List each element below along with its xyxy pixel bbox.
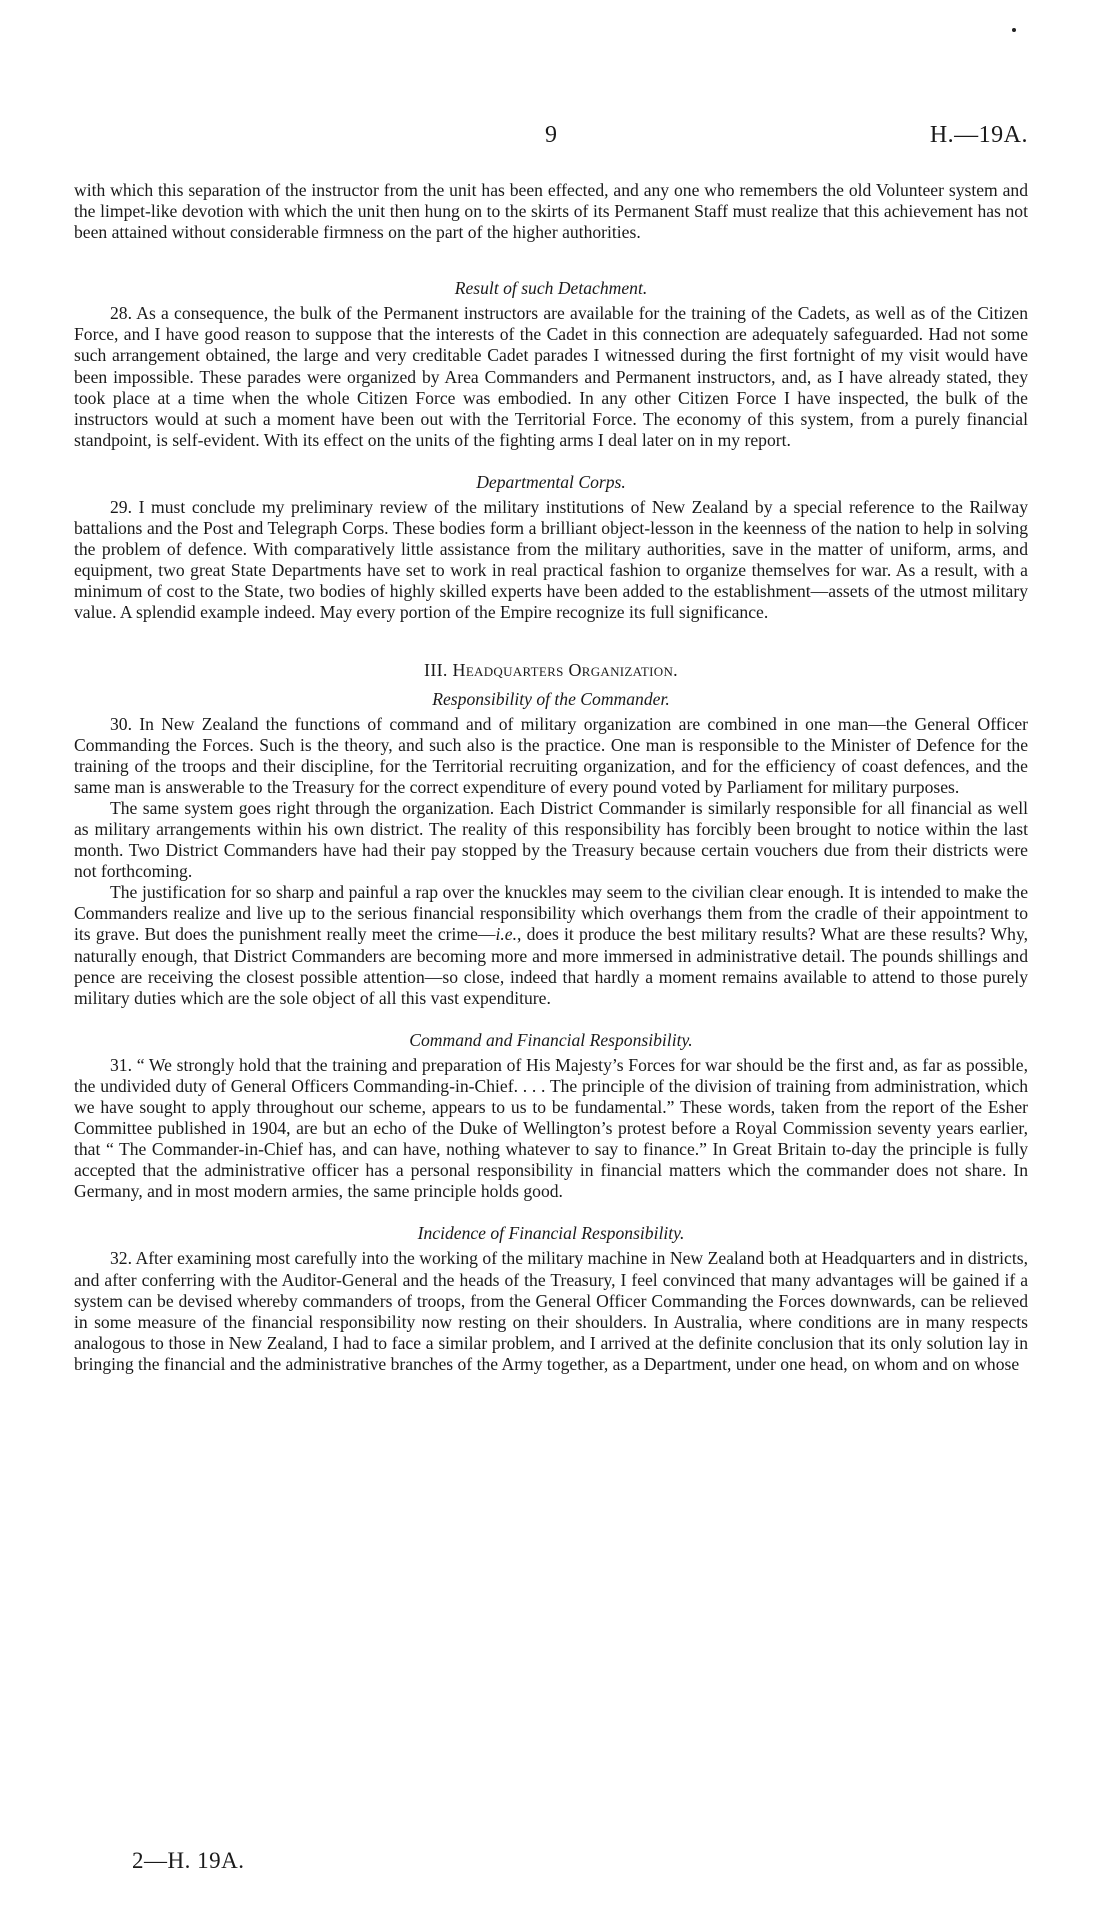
paragraph-31: 31. “ We strongly hold that the training and preparation of His Majesty’s Forces for war should be the first and, as far as possible, the undivided duty of General Officers Commanding-in-Chief. . . . The principle of the division of training from administration, which we have sought to apply throughout our scheme, appears to us to be fundamental.” These words, taken from the report of the Esher Committee published in 1904, are but an echo of the Duke of Wellington’s protest before a Royal Commission seventy years earlier, that “ The Commander-in-Chief has, and can have, nothing whatever to say to finance.” In Great Britain to-day the principle is fully accepted that the administrative officer has a personal responsibility in financial matters which the commander does not share. In Germany, and in most modern armies, the same principle holds good. xyxy=(74,1054,1028,1202)
subheading-responsibility-of-commander: Responsibility of the Commander. xyxy=(432,688,670,709)
page-header xyxy=(74,122,1028,152)
subheading-departmental-corps: Departmental Corps. xyxy=(476,471,626,492)
document-reference-main: H.—19 xyxy=(929,122,1004,148)
paragraph-30-justification-part1: The justification for so sharp and painful a rap over the knuckles may seem to the civilian clear enough. It is intended to make the Commanders realize and live up to the serious financial responsibility which overhangs them from the cradle of their appointment to its grave. But does the punishment really meet the crime— xyxy=(74,882,1028,945)
document-reference-suffix: A. xyxy=(1003,122,1028,148)
signature-mark-main: 2—H. 19 xyxy=(132,1848,222,1873)
subheading-result-of-detachment: Result of such Detachment. xyxy=(454,278,648,299)
document-reference xyxy=(930,122,1028,149)
paragraph-30-continued: The same system goes right through the organization. Each District Commander is similarly responsible for all financial as well as military arrangements within his own district. The reality of this responsibility has forcibly been brought to notice within the last month. Two District Commanders have had their pay stopped by the Treasury because certain vouchers due from their districts were not forthcoming. xyxy=(74,797,1028,882)
paragraph-30-justification xyxy=(74,882,1028,1009)
signature-mark xyxy=(132,1848,245,1874)
section-heading-headquarters-organization: III. Headquarters Organization. xyxy=(424,659,678,680)
paragraph-30-justification-ie: i.e. xyxy=(495,924,517,945)
paragraph-30: 30. In New Zealand the functions of command and of military organization are combined in one man—the General Officer Commanding the Forces. Such is the theory, and such also is the practice. One man is responsible to the Minister of Defence for the training of the troops and their discipline, for the Territorial recruiting organization, and for the efficiency of coast defences, and the same man is answerable to the Treasury for the correct expenditure of every pound voted by Parliament for military purposes. xyxy=(74,713,1028,797)
subheading-command-and-financial-responsibility: Command and Financial Responsibility. xyxy=(409,1029,693,1050)
speck-mark xyxy=(1012,28,1016,32)
page-body xyxy=(74,180,1028,1375)
signature-mark-suffix: A. xyxy=(221,1848,245,1873)
subheading-incidence-of-financial-responsibility: Incidence of Financial Responsibility. xyxy=(417,1223,685,1244)
paragraph-28: 28. As a consequence, the bulk of the Permanent instructors are available for the training of the Cadets, as well as of the Citizen Force, and I have good reason to suppose that the interests of the Cadet in this connection are adequately safeguarded. Had not some such arrangement obtained, the large and very creditable Cadet parades I witnessed during the first fortnight of my visit would have been impossible. These parades were organized by Area Commanders and Permanent instructors, and, as I have already stated, they took place at a time when the whole Citizen Force was embodied. In any other Citizen Force I have inspected, the bulk of the instructors would at such a moment have been out with the Territorial Force. The economy of this system, from a purely financial standpoint, is self-evident. With its effect on the units of the fighting arms I deal later on in my report. xyxy=(74,303,1028,450)
paragraph-30-justification-part2: , does it produce the best military results? What are these results? Why, naturally enough, that District Commanders are becoming more and more immersed in administrative detail. The pounds shillings and pence are receiving the closest possible attention—so close, indeed that hardly a moment remains available to attend to those purely military duties which are the sole object of all this vast expenditure. xyxy=(74,924,1028,1008)
paragraph-29: 29. I must conclude my preliminary review of the military institutions of New Zealand by a special reference to the Railway battalions and the Post and Telegraph Corps. These bodies form a brilliant object-lesson in the keenness of the nation to help in solving the problem of defence. With comparatively little assistance from the military authorities, save in the matter of uniform, arms, and equipment, two great State Departments have set to work in real practical fashion to organize themselves for war. As a result, with a minimum of cost to the State, two bodies of highly skilled experts have been added to the establishment—assets of the utmost military value. A splendid example indeed. May every portion of the Empire recognize its full significance. xyxy=(74,496,1028,623)
page-number: 9 xyxy=(545,122,557,148)
paragraph-32: 32. After examining most carefully into the working of the military machine in New Zealand both at Headquarters and in districts, and after conferring with the Auditor-General and the heads of the Treasury, I feel convinced that many advantages will be gained if a system can be devised whereby commanders of troops, from the General Officer Commanding the Forces downwards, can be relieved in some measure of the financial responsibility now resting on their shoulders. In Australia, where conditions are in many respects analogous to those in New Zealand, I had to face a similar problem, and I arrived at the definite conclusion that its only solution lay in bringing the financial and the administrative branches of the Army together, as a Department, under one head, on whom and on whose xyxy=(74,1248,1028,1374)
paragraph-intro: with which this separation of the instructor from the unit has been effected, and any one who remembers the old Volunteer system and the limpet-like devotion with which the unit then hung on to the skirts of its Permanent Staff must realize that this achievement has not been attained without considerable firmness on the part of the higher authorities. xyxy=(74,180,1028,243)
